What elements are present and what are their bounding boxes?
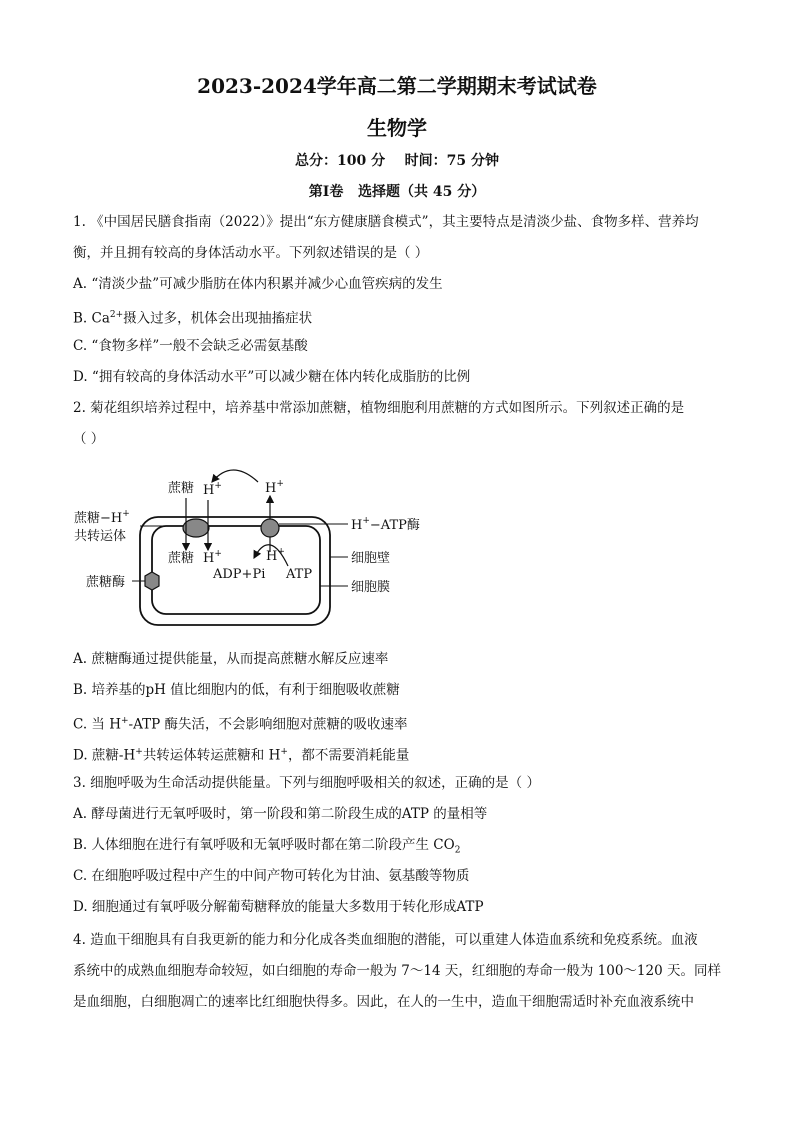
cotransporter-shape	[183, 519, 209, 537]
fig-atp: ATP	[286, 567, 313, 582]
q2-option-a: A. 蔗糖酶通过提供能量，从而提高蔗糖水解反应速率	[73, 651, 389, 667]
q3-option-a: A. 酵母菌进行无氧呼吸时，第一阶段和第二阶段生成的ATP 的量相等	[73, 806, 488, 822]
section-heading: 第Ⅰ卷 选择题（共 45 分）	[308, 184, 486, 200]
fig-cotransporter-label-2: 共转运体	[74, 529, 127, 544]
q3-option-c: C. 在细胞呼吸过程中产生的中间产物可转化为甘油、氨基酸等物质	[73, 868, 470, 884]
q2-stem-line2: （ ）	[73, 431, 105, 447]
q2-option-d: D. 蔗糖-H+共转运体转运蔗糖和 H+，都不需要消耗能量	[73, 747, 410, 764]
sucrase-shape	[145, 572, 159, 590]
q2-stem-line1: 2. 菊花组织培养过程中，培养基中常添加蔗糖，植物细胞利用蔗糖的方式如图所示。下列叙述正确的是	[73, 400, 685, 416]
q1-option-d: D. “拥有较高的身体活动水平”可以减少糖在体内转化成脂肪的比例	[73, 369, 471, 385]
q3-option-d: D. 细胞通过有氧呼吸分解葡萄糖释放的能量大多数用于转化形成ATP	[73, 899, 484, 915]
exam-meta: 总分：100 分 时间：75 分钟	[295, 153, 499, 169]
q1-option-a: A. “清淡少盐”可减少脂肪在体内积累并减少心血管疾病的发生	[73, 276, 443, 292]
fig-adp: ADP+Pi	[213, 567, 266, 582]
exam-title: 2023-2024学年高二第二学期期末考试试卷	[197, 74, 597, 98]
fig-sucrose-in: 蔗糖	[168, 551, 195, 566]
q4-line2: 系统中的成熟血细胞寿命较短，如白细胞的寿命一般为 7～14 天，红细胞的寿命一般为 100～120 天。同样	[73, 963, 721, 979]
fig-h-top-right: H+	[265, 479, 284, 496]
q1-stem-line2: 衡，并且拥有较高的身体活动水平。下列叙述错误的是（ ）	[73, 245, 429, 261]
fig-cell-membrane-label: 细胞膜	[351, 580, 391, 595]
q4-line1: 4. 造血干细胞具有自我更新的能力和分化成各类血细胞的潜能，可以重建人体造血系统和免疫系统。血液	[73, 932, 698, 948]
q1-option-b: B. $Ca^{2+}$摄入过多，机体会出现抽搐症状	[73, 310, 313, 327]
q3-stem: 3. 细胞呼吸为生命活动提供能量。下列与细胞呼吸相关的叙述，正确的是（ ）	[73, 775, 540, 791]
fig-sucrose-top: 蔗糖	[168, 481, 195, 496]
q4-line3: 是血细胞，白细胞凋亡的速率比红细胞快得多。因此，在人的一生中，造血干细胞需适时补充血液系统中	[73, 994, 694, 1010]
atpase-shape	[261, 519, 279, 537]
q3-option-b: B. 人体细胞在进行有氧呼吸和无氧呼吸时都在第二阶段产生 $CO_2$	[73, 837, 461, 856]
q2-option-b: B. 培养基的pH 值比细胞内的低，有利于细胞吸收蔗糖	[73, 682, 400, 698]
q1-stem-line1: 1. 《中国居民膳食指南（2022）》提出“东方健康膳食模式”，其主要特点是清淡少盐、食物多样、营养均	[73, 214, 699, 230]
q1-option-c: C. “食物多样”一般不会缺乏必需氨基酸	[73, 338, 308, 354]
fig-h-in: H+	[203, 549, 222, 566]
subject-title: 生物学	[367, 116, 427, 140]
fig-h-in2: H+	[266, 547, 285, 564]
sucrose-transport-diagram	[70, 462, 420, 632]
fig-sucrase-label: 蔗糖酶	[86, 575, 126, 590]
q2-option-c: C. 当 H+-ATP 酶失活，不会影响细胞对蔗糖的吸收速率	[73, 716, 408, 733]
fig-atpase-label: H+−ATP酶	[351, 516, 420, 533]
fig-h-top-left: H+	[203, 481, 222, 498]
fig-cell-wall-label: 细胞壁	[351, 551, 391, 566]
fig-cotransporter-label-1: 蔗糖−H+	[74, 509, 130, 526]
